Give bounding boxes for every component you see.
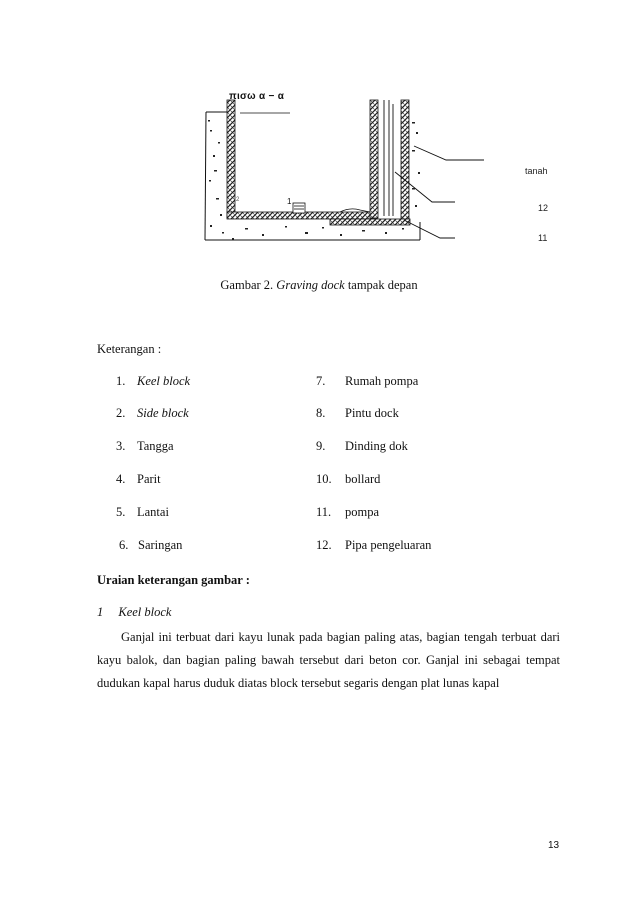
legend-right-number: 10.	[316, 472, 332, 486]
body-paragraph	[97, 626, 560, 695]
subsection-heading	[97, 605, 171, 620]
legend-right-number: 9.	[316, 439, 326, 453]
legend-left-number: 6.	[119, 538, 129, 552]
page-number: 13	[548, 840, 560, 851]
legend-left-text: Saringan	[138, 538, 183, 552]
dock-wall-right-inner	[370, 100, 378, 218]
figure-caption	[0, 278, 638, 293]
legend-right-text: Pipa pengeluaran	[345, 538, 432, 552]
legend-left-text: Side block	[137, 406, 189, 420]
legend-right-number: 7.	[316, 374, 326, 388]
keterangan-title: Keterangan :	[97, 342, 162, 356]
figure-section-title: πισω α − α	[229, 91, 285, 102]
caption-italic: Graving dock	[276, 278, 345, 292]
paragraph-text: Ganjal ini terbuat dari kayu lunak pada bagian paling atas, bagian tengah terbuat dari kayu balok, dan bagian paling bawah tersebut dari beton cor. Ganjal ini sebagai tempat dudukan kapal harus duduk diatas block tersebut segaris dengan plat lunas kapal	[97, 630, 560, 690]
legend-right-text: bollard	[345, 472, 381, 486]
label-11: 11	[538, 233, 548, 243]
legend-left-text: Tangga	[137, 439, 174, 453]
keel-block	[293, 203, 305, 213]
marker-1: 1	[287, 197, 292, 206]
legend-right-text: Pintu dock	[345, 406, 399, 420]
sump-channel	[330, 219, 410, 225]
legend-left-text: Parit	[137, 472, 161, 486]
discharge-pipe	[384, 100, 393, 216]
legend-right-number: 12.	[316, 538, 332, 552]
label-tanah: tanah	[525, 166, 548, 176]
dock-wall-left	[227, 100, 235, 218]
legend-left-number: 5.	[116, 505, 126, 519]
label-12: 12	[538, 203, 549, 213]
legend-left-text: Keel block	[137, 374, 191, 388]
caption-prefix: Gambar 2.	[220, 278, 274, 292]
section-heading: Uraian keterangan gambar :	[97, 573, 250, 587]
marker-2: 2	[236, 197, 240, 203]
legend-right-number: 11.	[316, 505, 332, 519]
legend-right-number: 8.	[316, 406, 326, 420]
dock-wall-right-outer	[401, 100, 409, 220]
legend-left-number: 2.	[116, 406, 126, 420]
legend-right-text: Dinding dok	[345, 439, 408, 453]
legend-left-number: 3.	[116, 439, 126, 453]
subsection-title: Keel block	[118, 605, 172, 619]
legend-left-number: 1.	[116, 374, 126, 388]
caption-suffix: tampak depan	[347, 278, 418, 292]
legend-left-text: Lantai	[137, 505, 169, 519]
subsection-number: 1	[97, 605, 104, 619]
legend-right-text: pompa	[345, 505, 380, 519]
floor-lip	[340, 209, 370, 212]
legend-right-text: Rumah pompa	[345, 374, 419, 388]
legend-left-number: 4.	[116, 472, 126, 486]
